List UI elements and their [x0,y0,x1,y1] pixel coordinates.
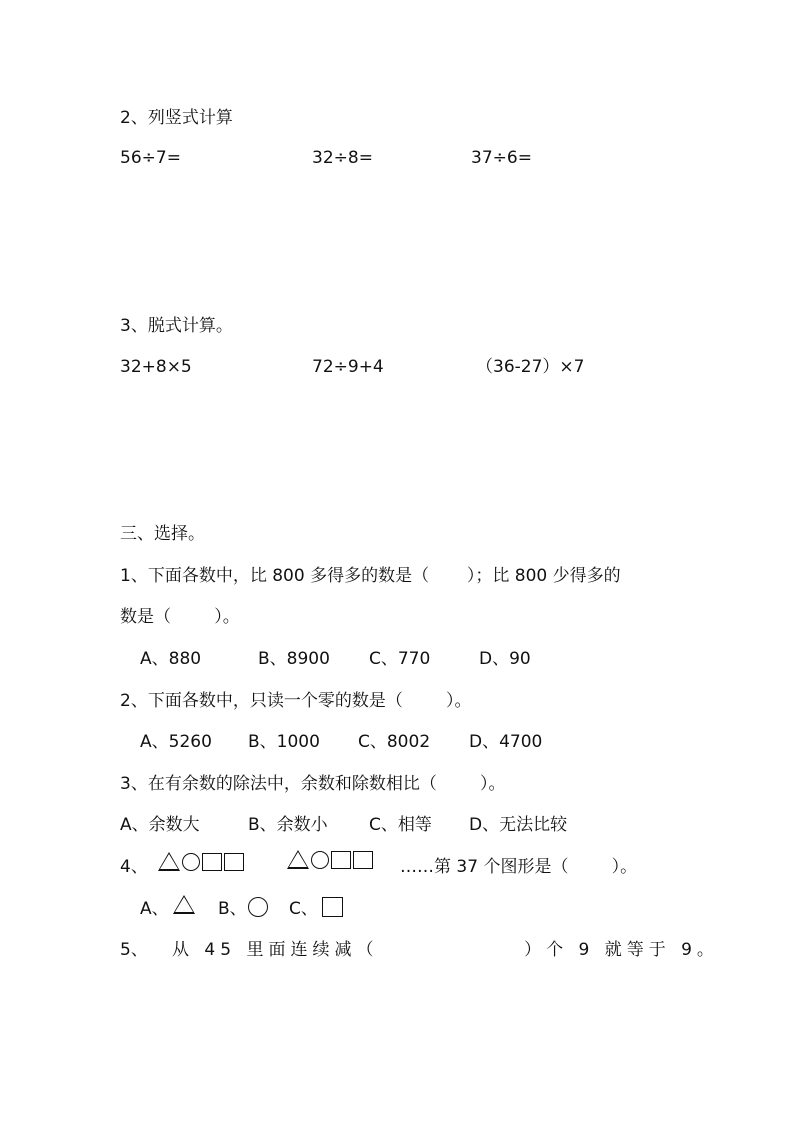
part-3-heading: 三、选择。 [120,524,205,544]
triangle-icon [287,850,309,869]
question-3-option-c: C、相等 [369,815,432,835]
circle-icon [311,851,329,869]
question-2-option-d: D、4700 [469,732,543,752]
question-4-suffix: ……第 37 个图形是（ ）。 [400,857,638,877]
question-3-text: 3、在有余数的除法中，余数和除数相比（ ）。 [120,774,506,794]
question-5-number: 5、 [120,940,148,960]
shape-sequence-group-1 [158,852,244,871]
question-3-option-d: D、无法比较 [469,815,568,835]
shape-sequence-group-2 [287,850,373,869]
question-3-option-b: B、余数小 [248,815,328,835]
square-icon [331,851,351,869]
section-2-title: 2、列竖式计算 [120,108,233,128]
section-3-title: 3、脱式计算。 [120,316,233,336]
question-1-option-c: C、770 [369,649,431,669]
square-icon [322,897,343,917]
question-1-line-1: 1、下面各数中，比 800 多得多的数是（ ）；比 800 少得多的 [120,566,621,586]
question-4-option-c-shape [322,897,343,917]
circle-icon [182,853,200,871]
question-2-option-c: C、8002 [358,732,431,752]
vertical-calc-problem-3: 37÷6= [471,148,532,168]
circle-icon [248,897,268,917]
vertical-calc-problem-2: 32÷8= [312,148,373,168]
triangle-icon [158,852,180,871]
question-1-option-d: D、90 [479,649,531,669]
square-icon [224,853,244,871]
question-1-line-2: 数是（ ）。 [120,607,240,627]
question-4-option-b-shape [248,897,268,917]
step-calc-problem-1: 32+8×5 [120,357,192,377]
step-calc-problem-2: 72÷9+4 [312,357,384,377]
question-2-option-a: A、5260 [140,732,212,752]
question-5-text: 从 45 里面连续减（ ）个 9 就等于 9。 [172,940,719,960]
vertical-calc-problem-1: 56÷7= [120,148,181,168]
square-icon [353,851,373,869]
step-calc-problem-3: （36-27）×7 [476,357,585,377]
question-3-option-a: A、余数大 [120,815,200,835]
question-4-number: 4、 [120,857,148,877]
square-icon [202,853,222,871]
question-2-option-b: B、1000 [248,732,320,752]
question-4-option-a-label: A、 [140,899,169,919]
question-1-option-b: B、8900 [258,649,330,669]
question-2-text: 2、下面各数中，只读一个零的数是（ ）。 [120,691,472,711]
question-4-option-b-label: B、 [218,899,247,919]
question-4-option-a-shape [173,895,195,914]
question-1-option-a: A、880 [140,649,202,669]
question-4-option-c-label: C、 [289,899,318,919]
triangle-icon [173,895,195,914]
